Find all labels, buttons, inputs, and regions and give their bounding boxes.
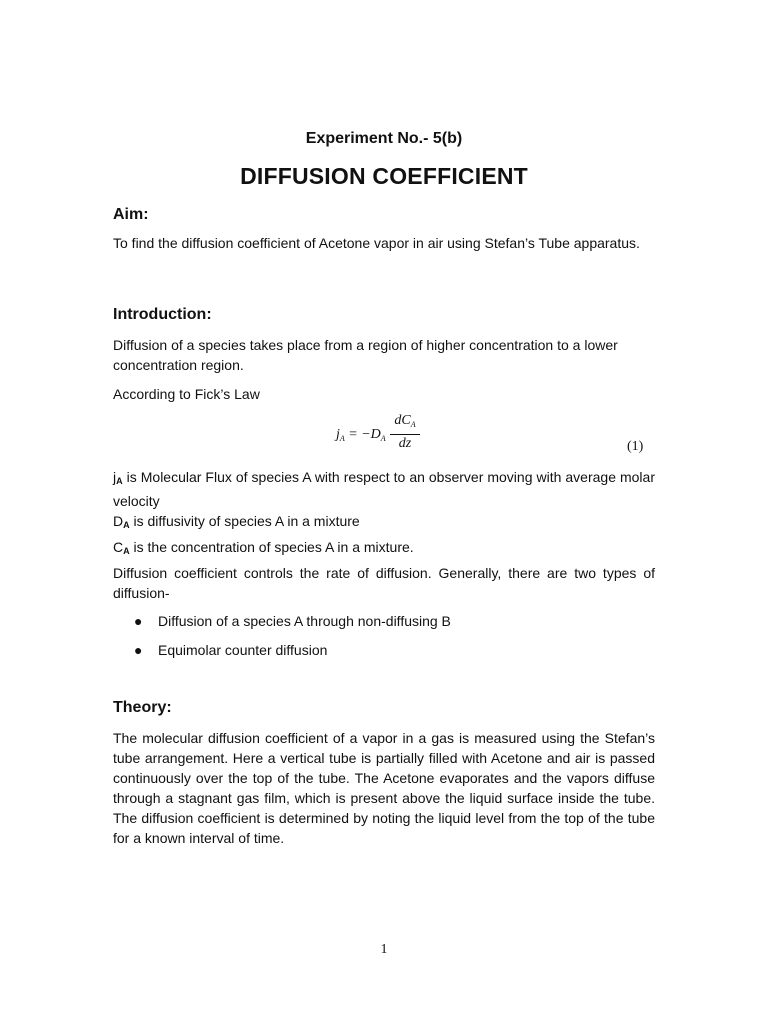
introduction-paragraph: Diffusion of a species takes place from a region of higher concentration to a lower concentration region. <box>113 337 618 373</box>
page-number: 1 <box>380 942 388 957</box>
introduction-heading: Introduction: <box>113 306 212 323</box>
theory-paragraph: The molecular diffusion coefficient of a vapor in a gas is measured using the Stefan’s tube arrangement. Here a vertical tube is partially filled with Acetone and air is passed continuously over the top of the tube. The Acetone evaporates and the vapors diffuse through a stagnant gas film, which is present above the liquid surface inside the tube. The diffusion coefficient is determined by noting the liquid level from the top of the tube for a known interval of time. <box>113 730 655 846</box>
aim-text: To find the diffusion coefficient of Acetone vapor in air using Stefan’s Tube apparatus. <box>113 235 640 251</box>
equation-number: (1) <box>627 439 644 454</box>
ficks-law-label: According to Fick’s Law <box>113 386 260 402</box>
theory-heading: Theory: <box>113 699 172 716</box>
bullet-icon: ● <box>134 613 143 629</box>
flux-definition: $j_A$ is Molecular Flux of species A with respect to an observer moving with average molar velocity <box>113 469 655 509</box>
aim-heading: Aim: <box>113 206 149 223</box>
equation-fraction <box>390 412 420 453</box>
document-title: DIFFUSION COEFFICIENT <box>240 163 528 189</box>
equation-numerator: $dC_A$ <box>390 412 420 435</box>
diffusivity-definition: $D_A$ is diffusivity of species A in a mixture <box>113 513 360 530</box>
experiment-number: Experiment No.- 5(b) <box>305 130 463 147</box>
bullet-item: ● Equimolar counter diffusion <box>134 642 328 658</box>
concentration-definition: $C_A$ is the concentration of species A in a mixture. <box>113 539 414 556</box>
diffusion-types-paragraph: Diffusion coefficient controls the rate of diffusion. Generally, there are two types of diffusion- <box>113 565 655 601</box>
bullet-icon: ● <box>134 642 143 658</box>
equation-denominator: dz <box>398 436 412 451</box>
bullet-item: ● Diffusion of a species A through non-diffusing B <box>134 613 451 629</box>
equation-lhs: $j_A = -D_A$ <box>336 427 386 443</box>
